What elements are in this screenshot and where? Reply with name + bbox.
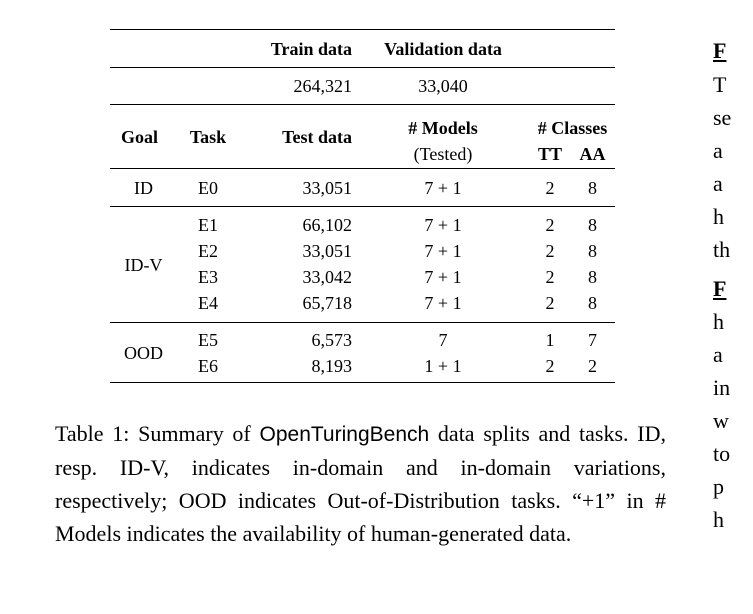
table-row <box>110 290 615 323</box>
right-column-line: T <box>713 72 727 97</box>
right-column-line: a <box>713 138 723 163</box>
aa-cell: 8 <box>588 240 597 261</box>
table-row <box>110 169 615 207</box>
table-row <box>110 323 615 353</box>
goal-cell: OOD <box>124 342 163 363</box>
validation-data-label: Validation data <box>384 38 502 59</box>
goal-cell: ID <box>134 177 153 198</box>
train-data-label: Train data <box>270 38 352 59</box>
task-cell: E2 <box>198 240 218 261</box>
task-header: Task <box>189 126 227 147</box>
train-data-value: 264,321 <box>293 76 352 96</box>
classes-header: # Classes <box>537 117 608 138</box>
right-column-line: w <box>713 408 729 433</box>
aa-cell: 8 <box>588 292 597 313</box>
right-column-line: in <box>713 375 731 400</box>
models-cell: 7 <box>438 329 448 350</box>
task-cell: E3 <box>198 266 218 287</box>
right-column-line: h <box>713 204 724 229</box>
models-cell: 7 + 1 <box>424 177 462 198</box>
task-cell: E1 <box>198 214 218 235</box>
goal-cell: ID-V <box>124 254 163 275</box>
aa-cell: 8 <box>588 177 597 198</box>
test-data-cell: 33,051 <box>302 240 352 261</box>
task-cell: E0 <box>198 177 218 198</box>
aa-cell: 8 <box>588 266 597 287</box>
summary-table <box>110 29 615 383</box>
right-column-line: F <box>713 276 727 301</box>
validation-data-value: 33,040 <box>418 76 468 96</box>
train-data-row <box>110 30 615 68</box>
tt-cell: 2 <box>545 355 555 376</box>
tt-cell: 2 <box>545 240 555 261</box>
test-data-header: Test data <box>282 126 352 147</box>
tt-cell: 2 <box>545 266 555 287</box>
models-cell: 7 + 1 <box>424 266 462 287</box>
benchmark-name: OpenTuringBench <box>259 423 430 446</box>
table-row <box>110 207 615 238</box>
task-cell: E6 <box>198 355 218 376</box>
models-cell: 7 + 1 <box>424 240 462 261</box>
tt-cell: 2 <box>545 292 555 313</box>
test-data-cell: 33,042 <box>302 266 352 287</box>
right-column-line: se <box>713 105 732 130</box>
caption-text: data splits and tasks. ID, resp. ID-V, indicates in-domain and in-domain variations, respectively; OOD indicates Out-of-Distribution tasks. “+1” in # Models indicates the availability of human-generated data. <box>55 421 666 546</box>
right-column-line: th <box>713 237 731 262</box>
right-column-line: a <box>713 171 723 196</box>
tt-cell: 1 <box>545 329 555 350</box>
test-data-cell: 65,718 <box>302 292 352 313</box>
right-column-line: F <box>713 38 727 63</box>
test-data-cell: 8,193 <box>311 355 352 376</box>
aa-cell: 8 <box>588 214 597 235</box>
test-data-cell: 6,573 <box>311 329 352 350</box>
table-caption <box>55 417 666 550</box>
split-size-row <box>110 68 615 105</box>
table-row <box>110 238 615 264</box>
caption-prefix: Table 1: Summary of <box>55 421 260 446</box>
table-row <box>110 264 615 290</box>
table-row <box>110 353 615 383</box>
aa-header: AA <box>579 143 606 164</box>
test-data-cell: 33,051 <box>302 177 352 198</box>
models-cell: 7 + 1 <box>424 292 462 313</box>
models-cell: 1 + 1 <box>424 355 462 376</box>
adjacent-column-fragment <box>713 0 753 536</box>
header-row <box>110 105 615 141</box>
tt-cell: 2 <box>545 214 555 235</box>
tt-cell: 2 <box>545 177 555 198</box>
tt-header: TT <box>537 143 562 164</box>
aa-cell: 2 <box>588 355 597 376</box>
right-column-line: a <box>713 342 723 367</box>
goal-header: Goal <box>121 126 159 147</box>
test-data-cell: 66,102 <box>302 214 352 235</box>
aa-cell: 7 <box>588 329 597 350</box>
models-header: # Models <box>408 117 478 138</box>
right-column-line: h <box>713 507 724 532</box>
models-tested-subheader: (Tested) <box>413 143 473 164</box>
task-cell: E4 <box>198 292 218 313</box>
right-column-line: h <box>713 309 724 334</box>
models-cell: 7 + 1 <box>424 214 462 235</box>
right-column-line: to <box>713 441 731 466</box>
task-cell: E5 <box>198 329 218 350</box>
right-column-line: p <box>713 474 724 499</box>
